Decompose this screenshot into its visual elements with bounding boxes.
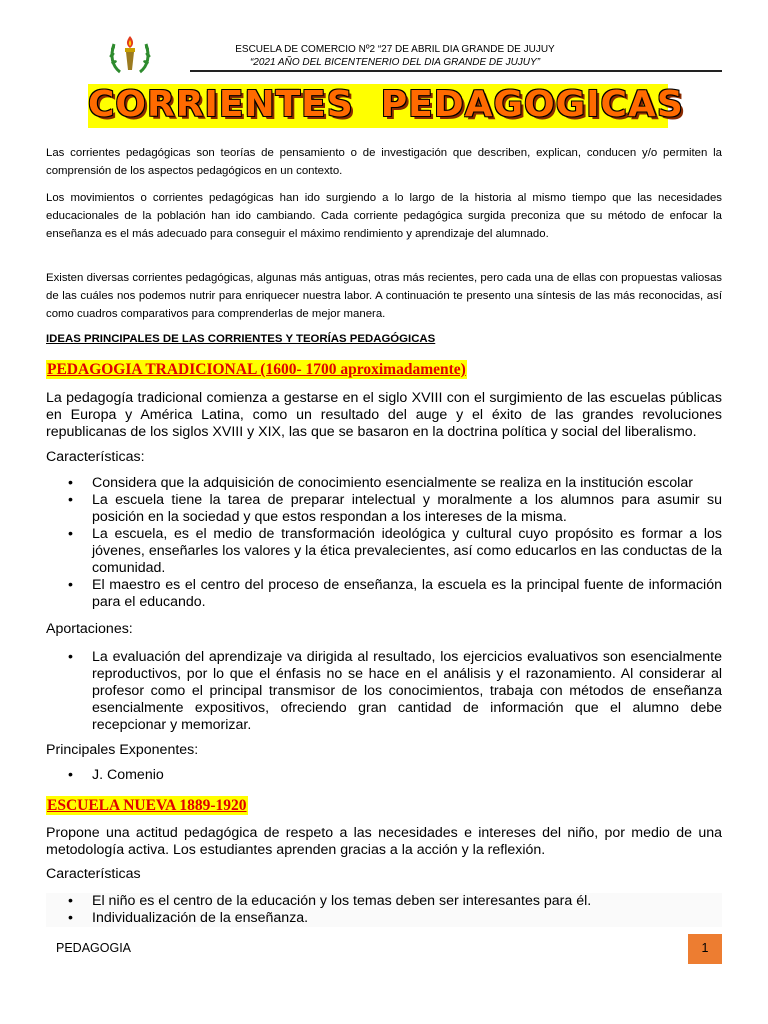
nueva-caracteristicas-label: Características: [46, 866, 141, 882]
school-logo: [106, 34, 154, 76]
tradicional-caracteristicas-list: [46, 475, 722, 611]
list-item: • La escuela tiene la tarea de preparar intelectual y moralmente a los alumnos para asumir su posición en la sociedad y que estos respondan a los intereses de la misma.: [68, 492, 722, 525]
section-heading-escuela-nueva: ESCUELA NUEVA 1889-1920: [47, 797, 247, 814]
tradicional-aportaciones-list: [46, 649, 722, 734]
page-title: CORRIENTES PEDAGOGICAS: [88, 84, 684, 125]
tradicional-paragraph: La pedagogía tradicional comienza a gestarse en el siglo XVIII con el surgimiento de las escuelas públicas en Europa y América Latina, como un resultado del auge y el éxito de las grandes revoluciones republicanas de los siglos XVIII y XIX, las que se basaron en la doctrina política y social del liberalismo.: [46, 390, 722, 440]
page-number: 1: [701, 941, 709, 955]
school-name: ESCUELA DE COMERCIO Nº2 “27 DE ABRIL DIA GRANDE DE JUJUY: [235, 44, 555, 55]
ideas-heading: IDEAS PRINCIPALES DE LAS CORRIENTES Y TEORÍAS PEDAGÓGICAS: [46, 333, 436, 345]
nueva-caracteristicas-list: [46, 893, 722, 927]
list-item: • J. Comenio: [68, 767, 164, 783]
intro-paragraph-2: Los movimientos o corrientes pedagógicas han ido surgiendo a lo largo de la historia al mismo tiempo que las necesidades educacionales de la población han ido cambiando. Cada corriente pedagógica surgida preconiza que su método de enfocar la enseñanza es el más adecuado para conseguir el máximo rendimiento y aprendizaje del alumnado.: [46, 192, 722, 240]
list-item: • La escuela, es el medio de transformación ideológica y cultural cuyo propósito es formar a los jóvenes, enseñarles los valores y la ética prevalecientes, así como educarlos en las conductas de la comunidad.: [68, 526, 722, 576]
intro-paragraph-3: Existen diversas corrientes pedagógicas, algunas más antiguas, otras más recientes, pero cada una de ellas con propuestas valiosas de las cuáles nos podemos nutrir para enriquecer nuestra labor. A continuación te presento una síntesis de las más reconocidas, así como cuadros comparativos para comprenderlas de mejor manera.: [46, 272, 722, 320]
list-item: • El maestro es el centro del proceso de enseñanza, la escuela es la principal fuente de información para el educando.: [68, 577, 722, 610]
list-item: • La evaluación del aprendizaje va dirigida al resultado, los ejercicios evaluativos son esencialmente reproductivos, por lo que el énfasis no se hace en el análisis y el razonamiento. Al considerar al profesor como el principal transmisor de los conocimientos, trabaja con métodos de enseñanza esencialmente expositivos, ofreciendo gran cantidad de información que el alumno debe recepcionar y memorizar.: [68, 649, 722, 733]
list-item: • Individualización de la enseñanza.: [46, 910, 722, 927]
caracteristicas-label: Características:: [46, 449, 145, 465]
header-divider: [190, 70, 722, 72]
list-item: • El niño es el centro de la educación y los temas deben ser interesantes para él.: [46, 893, 722, 910]
nueva-paragraph: Propone una actitud pedagógica de respeto a las necesidades e intereses del niño, por medio de una metodología activa. Los estudiantes aprenden gracias a la acción y la reflexión.: [46, 825, 722, 858]
exponentes-label: Principales Exponentes:: [46, 742, 199, 758]
section-heading-tradicional: PEDAGOGIA TRADICIONAL (1600- 1700 aproximadamente): [47, 361, 466, 378]
intro-paragraph-1: Las corrientes pedagógicas son teorías de pensamiento o de investigación que describen, explican, conducen y/o permiten la comprensión de los aspectos pedagógicos en un contexto.: [46, 147, 722, 177]
tradicional-exponentes-list: [46, 767, 722, 784]
school-motto: “2021 AÑO DEL BICENTENERIO DEL DIA GRANDE DE JUJUY”: [249, 57, 541, 68]
footer-label: PEDAGOGIA: [56, 941, 132, 955]
school-header: [200, 43, 590, 69]
list-item: • Considera que la adquisición de conocimiento esencialmente se realiza en la institución escolar: [68, 475, 693, 491]
aportaciones-label: Aportaciones:: [46, 621, 133, 637]
